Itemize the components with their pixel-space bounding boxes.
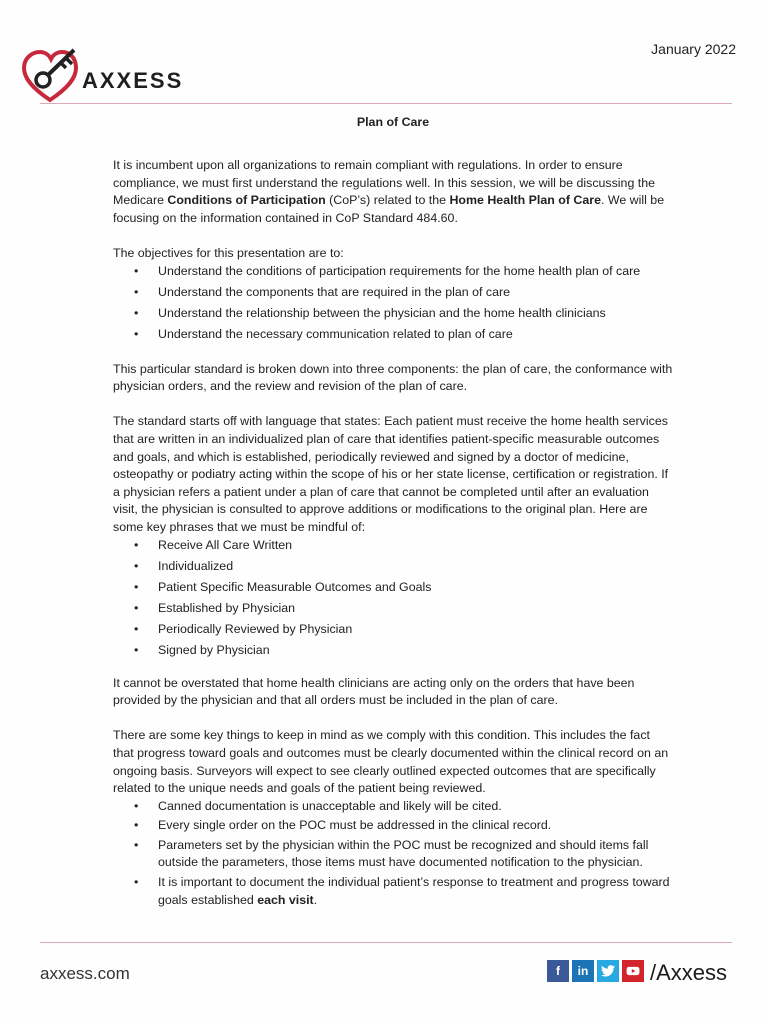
- keep-in-mind-paragraph: There are some key things to keep in mind as we comply with this condition. This includes the fact that progress toward goals and outcomes must be clearly documented within the clinical record on an ongoing basis. Surveyors will expect to see clearly outlined expected outcomes that are specifically related to the unique needs and goals of the patient being reviewed.: [113, 728, 669, 796]
- key-phrases-list: [113, 537, 673, 660]
- components-paragraph: This particular standard is broken down into three components: the plan of care, the conformance with physician orders, and the review and revision of the plan of care.: [113, 361, 673, 394]
- facebook-icon[interactable]: f: [547, 960, 569, 982]
- standard-paragraph: The standard starts off with language that states: Each patient must receive the home health services that are written in an individualized plan of care that identifies patient-specific measurable outcomes and goals, and which is established, periodically reviewed and signed by a doctor of medicine, osteopathy or podiatry acting within the scope of his or her state license, certification or registration. If a physician refers a patient under a plan of care that cannot be completed until after an evaluation visit, the physician is consulted to approve additions or modifications to the original plan. Here are some key phrases that we must be mindful of:: [113, 414, 669, 535]
- intro-paragraph: It is incumbent upon all organizations to remain compliant with regulations. In order to ensure compliance, we must first understand the regulations well. In this session, we will be discussing the Medicare Conditions of Participation (CoP’s) related to the Home Health Plan of Care. We will be focusing on the information contained in CoP Standard 484.60.: [113, 158, 665, 225]
- youtube-icon[interactable]: [622, 960, 644, 982]
- objectives-list: [113, 263, 673, 344]
- website-link[interactable]: axxess.com: [40, 964, 130, 983]
- list-item: • Canned documentation is unacceptable and likely will be cited.: [113, 798, 673, 816]
- header-divider: [40, 103, 732, 104]
- twitter-icon[interactable]: [597, 960, 619, 982]
- list-item: • Signed by Physician: [113, 642, 673, 660]
- list-item: • Understand the necessary communication related to plan of care: [113, 326, 673, 344]
- document-date: January 2022: [651, 41, 736, 57]
- list-item: • Receive All Care Written: [113, 537, 673, 555]
- list-item: • Parameters set by the physician within the POC must be recognized and should items fall outside the parameters, those items must have documented notification to the physician.: [113, 837, 673, 872]
- keep-in-mind-list: [113, 798, 673, 910]
- list-item: • Periodically Reviewed by Physician: [113, 621, 673, 639]
- list-item: • Understand the relationship between the physician and the home health clinicians: [113, 305, 673, 323]
- social-handle: /Axxess: [650, 960, 728, 985]
- social-links: [547, 960, 644, 982]
- list-item: • Patient Specific Measurable Outcomes and Goals: [113, 579, 673, 597]
- objectives-lead: The objectives for this presentation are to:: [113, 246, 344, 261]
- list-item: • Every single order on the POC must be addressed in the clinical record.: [113, 817, 673, 835]
- key-ring: [36, 73, 50, 87]
- brand-name: AXXESS: [82, 68, 184, 93]
- document-body: [113, 112, 673, 909]
- page-title: Plan of Care: [356, 115, 430, 129]
- linkedin-icon[interactable]: in: [572, 960, 594, 982]
- list-item: • Understand the conditions of participation requirements for the home health plan of care: [113, 263, 673, 281]
- list-item: • Established by Physician: [113, 600, 673, 618]
- orders-paragraph: It cannot be overstated that home health clinicians are acting only on the orders that have been provided by the physician and that all orders must be included in the plan of care.: [113, 675, 635, 708]
- footer-divider: [40, 942, 732, 943]
- list-item: • It is important to document the individual patient’s response to treatment and progress toward goals established each visit.: [113, 874, 673, 909]
- list-item: • Understand the components that are required in the plan of care: [113, 284, 673, 302]
- list-item: • Individualized: [113, 558, 673, 576]
